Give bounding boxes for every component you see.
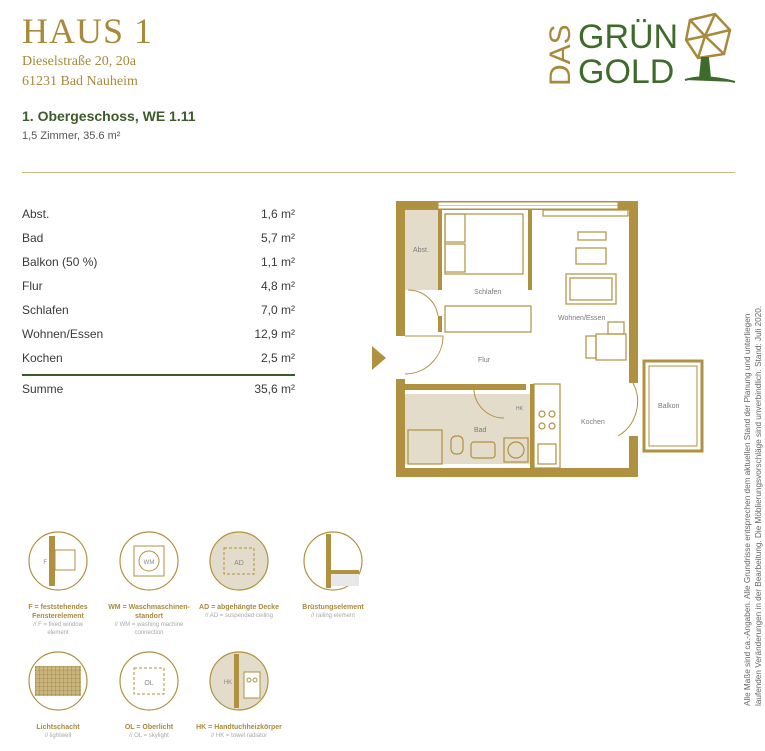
area-row-bad: Bad 5,7 m²: [22, 231, 295, 245]
svg-text:F: F: [43, 560, 47, 566]
towel-radiator-icon: [208, 650, 270, 712]
logo-das: DAS: [544, 24, 577, 86]
address-street: Dieselstraße 20, 20a: [22, 54, 136, 69]
bad-floor: [401, 394, 531, 464]
legend-skylight: OL OL = Oberlicht // OL = skylight: [94, 650, 204, 740]
lightwell-icon: [27, 650, 89, 712]
legend-fixed-window: F F = feststehendes Fensterelement // F = fixed window element: [3, 530, 113, 637]
legend-suspended-ceiling: AD AD = abgehängte Decke // AD = suspended ceiling: [184, 530, 294, 620]
legend-washing-machine: WM WM = Waschmaschinen- standort // WM = washing machine connection: [94, 530, 204, 637]
skylight-icon: [118, 650, 180, 712]
legend-railing: Brüstungselement // railing element: [278, 530, 388, 620]
label-wohnen: Wohnen/Essen: [558, 315, 606, 322]
svg-text:AD: AD: [234, 560, 244, 567]
unit-rooms: 1,5 Zimmer, 35.6 m²: [22, 130, 121, 142]
label-schlafen: Schlafen: [474, 289, 502, 296]
area-row-flur: Flur 4,8 m²: [22, 279, 295, 293]
area-row-wohnen: Wohnen/Essen 12,9 m²: [22, 327, 295, 341]
suspended-ceiling-icon: [208, 530, 270, 592]
page-title: HAUS 1: [22, 11, 154, 51]
address-city: 61231 Bad Nauheim: [22, 74, 138, 89]
floor-plan: [368, 196, 708, 481]
tree-trunk: [685, 58, 735, 82]
area-row-kochen: Kochen 2,5 m²: [22, 351, 295, 365]
legend-lightwell: Lichtschacht // lightwell: [3, 650, 113, 740]
railing-icon: [302, 530, 364, 592]
area-table: [22, 202, 295, 401]
sum-divider: [22, 374, 295, 376]
unit-heading: 1. Obergeschoss, WE 1.11: [22, 108, 196, 124]
logo-gruen: GRÜN: [578, 18, 679, 56]
tree-icon: [686, 14, 730, 58]
label-balkon: Balkon: [658, 403, 680, 410]
label-bad: Bad: [474, 427, 487, 434]
legend-towel-radiator: HK HK = Handtuchheizkörper // HK = towel radiator: [184, 650, 294, 740]
label-flur: Flur: [478, 357, 491, 364]
disclaimer-line1: Alle Maße sind ca.-Angaben. Alle Grundrisse entsprechen dem aktuellen Stand der Planung und unterliegen: [743, 313, 752, 706]
washing-machine-icon: [118, 530, 180, 592]
svg-text:WM: WM: [143, 560, 155, 566]
das-gruen-gold-logo: [540, 10, 740, 90]
label-kochen: Kochen: [581, 419, 605, 426]
disclaimer-note: [738, 210, 765, 710]
header-divider: [22, 172, 735, 173]
area-row-schlafen: Schlafen 7,0 m²: [22, 303, 295, 317]
entrance-arrow-icon: [372, 346, 386, 370]
label-abst: Abst.: [413, 247, 429, 254]
svg-text:HK: HK: [223, 680, 233, 686]
logo-gold: GOLD: [578, 53, 675, 90]
area-row-abst: Abst. 1,6 m²: [22, 207, 295, 221]
disclaimer-line2: laufenden Veränderungen in der Bearbeitung. Die Möblierungsvorschläge sind unverbindlich. Stand: Juli 2020.: [754, 305, 763, 706]
fixed-window-icon: [27, 530, 89, 592]
svg-text:OL: OL: [144, 680, 154, 687]
label-hk: HK: [516, 406, 523, 412]
area-row-balkon: Balkon (50 %) 1,1 m²: [22, 255, 295, 269]
area-row-sum: Summe 35,6 m²: [22, 382, 295, 396]
